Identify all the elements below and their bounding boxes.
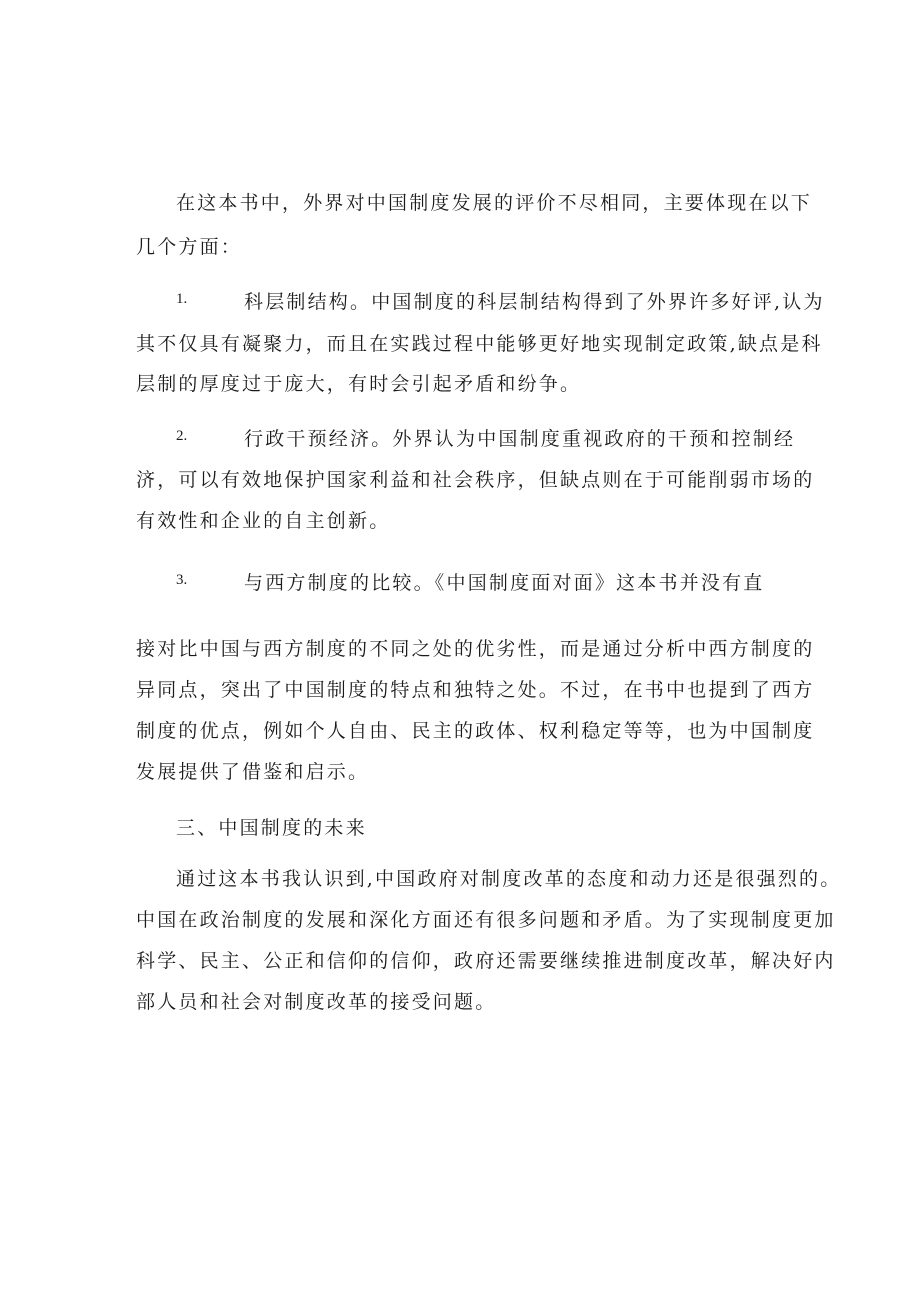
section-heading: 三、中国制度的未来 — [176, 817, 367, 839]
item-1-line-1: 科层制结构。中国制度的科层制结构得到了外界许多好评,认为 — [244, 291, 825, 313]
item-1-line-3: 层制的厚度过于庞大，有时会引起矛盾和纷争。 — [136, 373, 582, 395]
intro-line-1: 在这本书中，外界对中国制度发展的评价不尽相同，主要体现在以下 — [176, 192, 813, 214]
item-3-number: 3. — [176, 572, 188, 588]
conclusion-line-4: 部人员和社会对制度改革的接受问题。 — [136, 991, 497, 1013]
item-1-number: 1. — [176, 291, 188, 307]
conclusion-line-3: 科学、民主、公正和信仰的信仰，政府还需要继续推进制度改革，解决好内 — [136, 950, 836, 972]
item-1-line-2: 其不仅具有凝聚力，而且在实践过程中能够更好地实现制定政策,缺点是科 — [136, 333, 823, 355]
item-3-line-4: 制度的优点，例如个人自由、民主的政体、权利稳定等等，也为中国制度 — [136, 720, 815, 742]
conclusion-line-2: 中国在政治制度的发展和深化方面还有很多问题和矛盾。为了实现制度更加 — [136, 909, 836, 931]
item-3-line-2: 接对比中国与西方制度的不同之处的优劣性，而是通过分析中西方制度的 — [136, 638, 815, 660]
item-2-number: 2. — [176, 428, 188, 444]
intro-line-2: 几个方面： — [136, 236, 243, 258]
item-3-line-3: 异同点，突出了中国制度的特点和独特之处。不过，在书中也提到了西方 — [136, 679, 815, 701]
conclusion-line-1: 通过这本书我认识到,中国政府对制度改革的态度和动力还是很强烈的。 — [176, 868, 842, 890]
item-3-line-5: 发展提供了借鉴和启示。 — [136, 761, 370, 783]
item-3-line-1: 与西方制度的比较。《中国制度面对面》这本书并没有直 — [244, 572, 765, 594]
item-2-line-2: 济，可以有效地保护国家利益和社会秩序，但缺点则在于可能削弱市场的 — [136, 469, 815, 491]
item-2-line-1: 行政干预经济。外界认为中国制度重视政府的干预和控制经 — [244, 428, 796, 450]
item-2-line-3: 有效性和企业的自主创新。 — [136, 510, 391, 532]
